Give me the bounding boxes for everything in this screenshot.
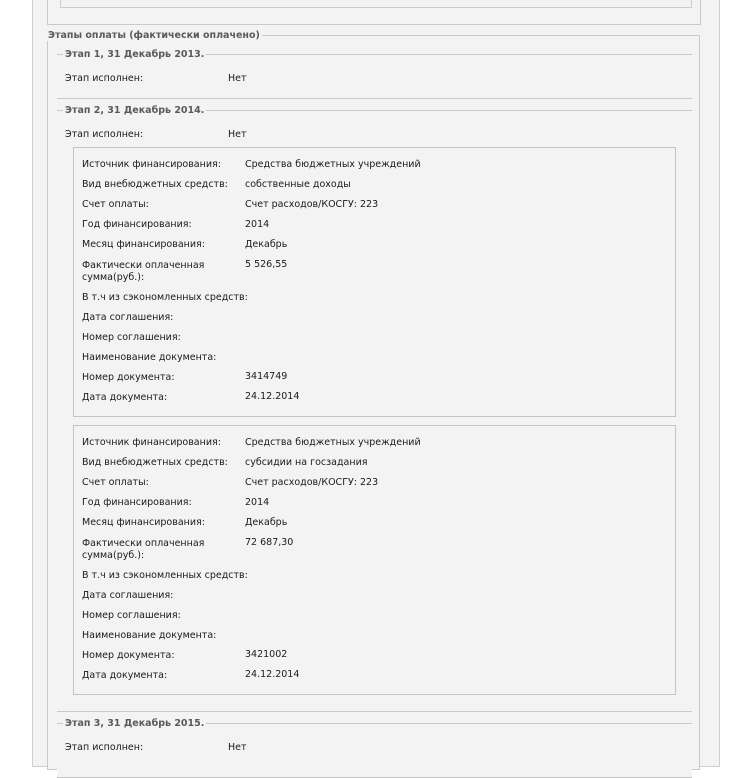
stage-2-title: Этап 2, 31 Декабрь 2014. — [65, 105, 205, 116]
fund-2-source-value: Средства бюджетных учреждений — [245, 437, 421, 448]
fund-1-account-value: Счет расходов/КОСГУ: 223 — [245, 199, 379, 210]
fund-2-doc-name-label: Наименование документа: — [82, 630, 217, 641]
fund-1-saved-label: В т.ч из сэкономленных средств: — [82, 292, 248, 303]
fund-1-month-value: Декабрь — [245, 239, 288, 250]
fund-2-paid-label-line2: сумма(руб.): — [82, 550, 145, 561]
fund-1-account-label: Счет оплаты: — [82, 199, 149, 210]
previous-section-inner — [60, 0, 692, 8]
fund-2-source-label: Источник финансирования: — [82, 437, 221, 448]
fund-2-paid-label-line1: Фактически оплаченная — [82, 538, 205, 549]
fund-1-doc-date-value: 24.12.2014 — [245, 391, 300, 402]
fund-1-doc-date-label: Дата документа: — [82, 392, 168, 403]
fund-2-doc-date-value: 24.12.2014 — [245, 669, 300, 680]
fund-1-paid-label-line2: сумма(руб.): — [82, 272, 145, 283]
fund-2-year-label: Год финансирования: — [82, 497, 192, 508]
fund-2-paid-value: 72 687,30 — [245, 537, 294, 548]
fund-2-doc-date-label: Дата документа: — [82, 670, 168, 681]
fund-2-doc-num-label: Номер документа: — [82, 650, 175, 661]
stage-1-done-label: Этап исполнен: — [65, 73, 144, 84]
stage-2-done-label: Этап исполнен: — [65, 129, 144, 140]
stage-3-done-label: Этап исполнен: — [65, 742, 144, 753]
fund-2-account-label: Счет оплаты: — [82, 477, 149, 488]
fund-2-account-value: Счет расходов/КОСГУ: 223 — [245, 477, 379, 488]
fund-2-agreement-num-label: Номер соглашения: — [82, 610, 181, 621]
stage-1-done-value: Нет — [228, 73, 247, 84]
fund-1-source-label: Источник финансирования: — [82, 159, 221, 170]
fund-2-doc-num-value: 3421002 — [245, 649, 288, 660]
fund-2-offbudget-label: Вид внебюджетных средств: — [82, 457, 228, 468]
fund-1-source-value: Средства бюджетных учреждений — [245, 159, 421, 170]
fund-1-agreement-num-label: Номер соглашения: — [82, 332, 181, 343]
stage-1-title: Этап 1, 31 Декабрь 2013. — [65, 49, 205, 60]
fund-1-agreement-date-label: Дата соглашения: — [82, 312, 174, 323]
fund-1-month-label: Месяц финансирования: — [82, 239, 205, 250]
fund-2-year-value: 2014 — [245, 497, 270, 508]
fund-1-doc-name-label: Наименование документа: — [82, 352, 217, 363]
stage-3-fieldset — [57, 718, 692, 778]
fund-1-offbudget-label: Вид внебюджетных средств: — [82, 179, 228, 190]
stage-1-fieldset — [57, 49, 692, 99]
stage-3-done-value: Нет — [228, 742, 247, 753]
fund-2-saved-label: В т.ч из сэкономленных средств: — [82, 570, 248, 581]
fund-1-paid-label-line1: Фактически оплаченная — [82, 260, 205, 271]
fund-1-year-label: Год финансирования: — [82, 219, 192, 230]
fund-1-doc-num-label: Номер документа: — [82, 372, 175, 383]
stage-2-done-value: Нет — [228, 129, 247, 140]
fund-1-year-value: 2014 — [245, 219, 270, 230]
fund-1-offbudget-value: собственные доходы — [245, 179, 351, 190]
payment-stages-legend: Этапы оплаты (фактически оплачено) — [48, 30, 260, 41]
fund-1-doc-num-value: 3414749 — [245, 371, 288, 382]
fund-2-month-value: Декабрь — [245, 517, 288, 528]
fund-2-agreement-date-label: Дата соглашения: — [82, 590, 174, 601]
stage-3-title: Этап 3, 31 Декабрь 2015. — [65, 718, 205, 729]
fund-1-paid-value: 5 526,55 — [245, 259, 288, 270]
fund-2-month-label: Месяц финансирования: — [82, 517, 205, 528]
fund-2-offbudget-value: субсидии на госзадания — [245, 457, 368, 468]
